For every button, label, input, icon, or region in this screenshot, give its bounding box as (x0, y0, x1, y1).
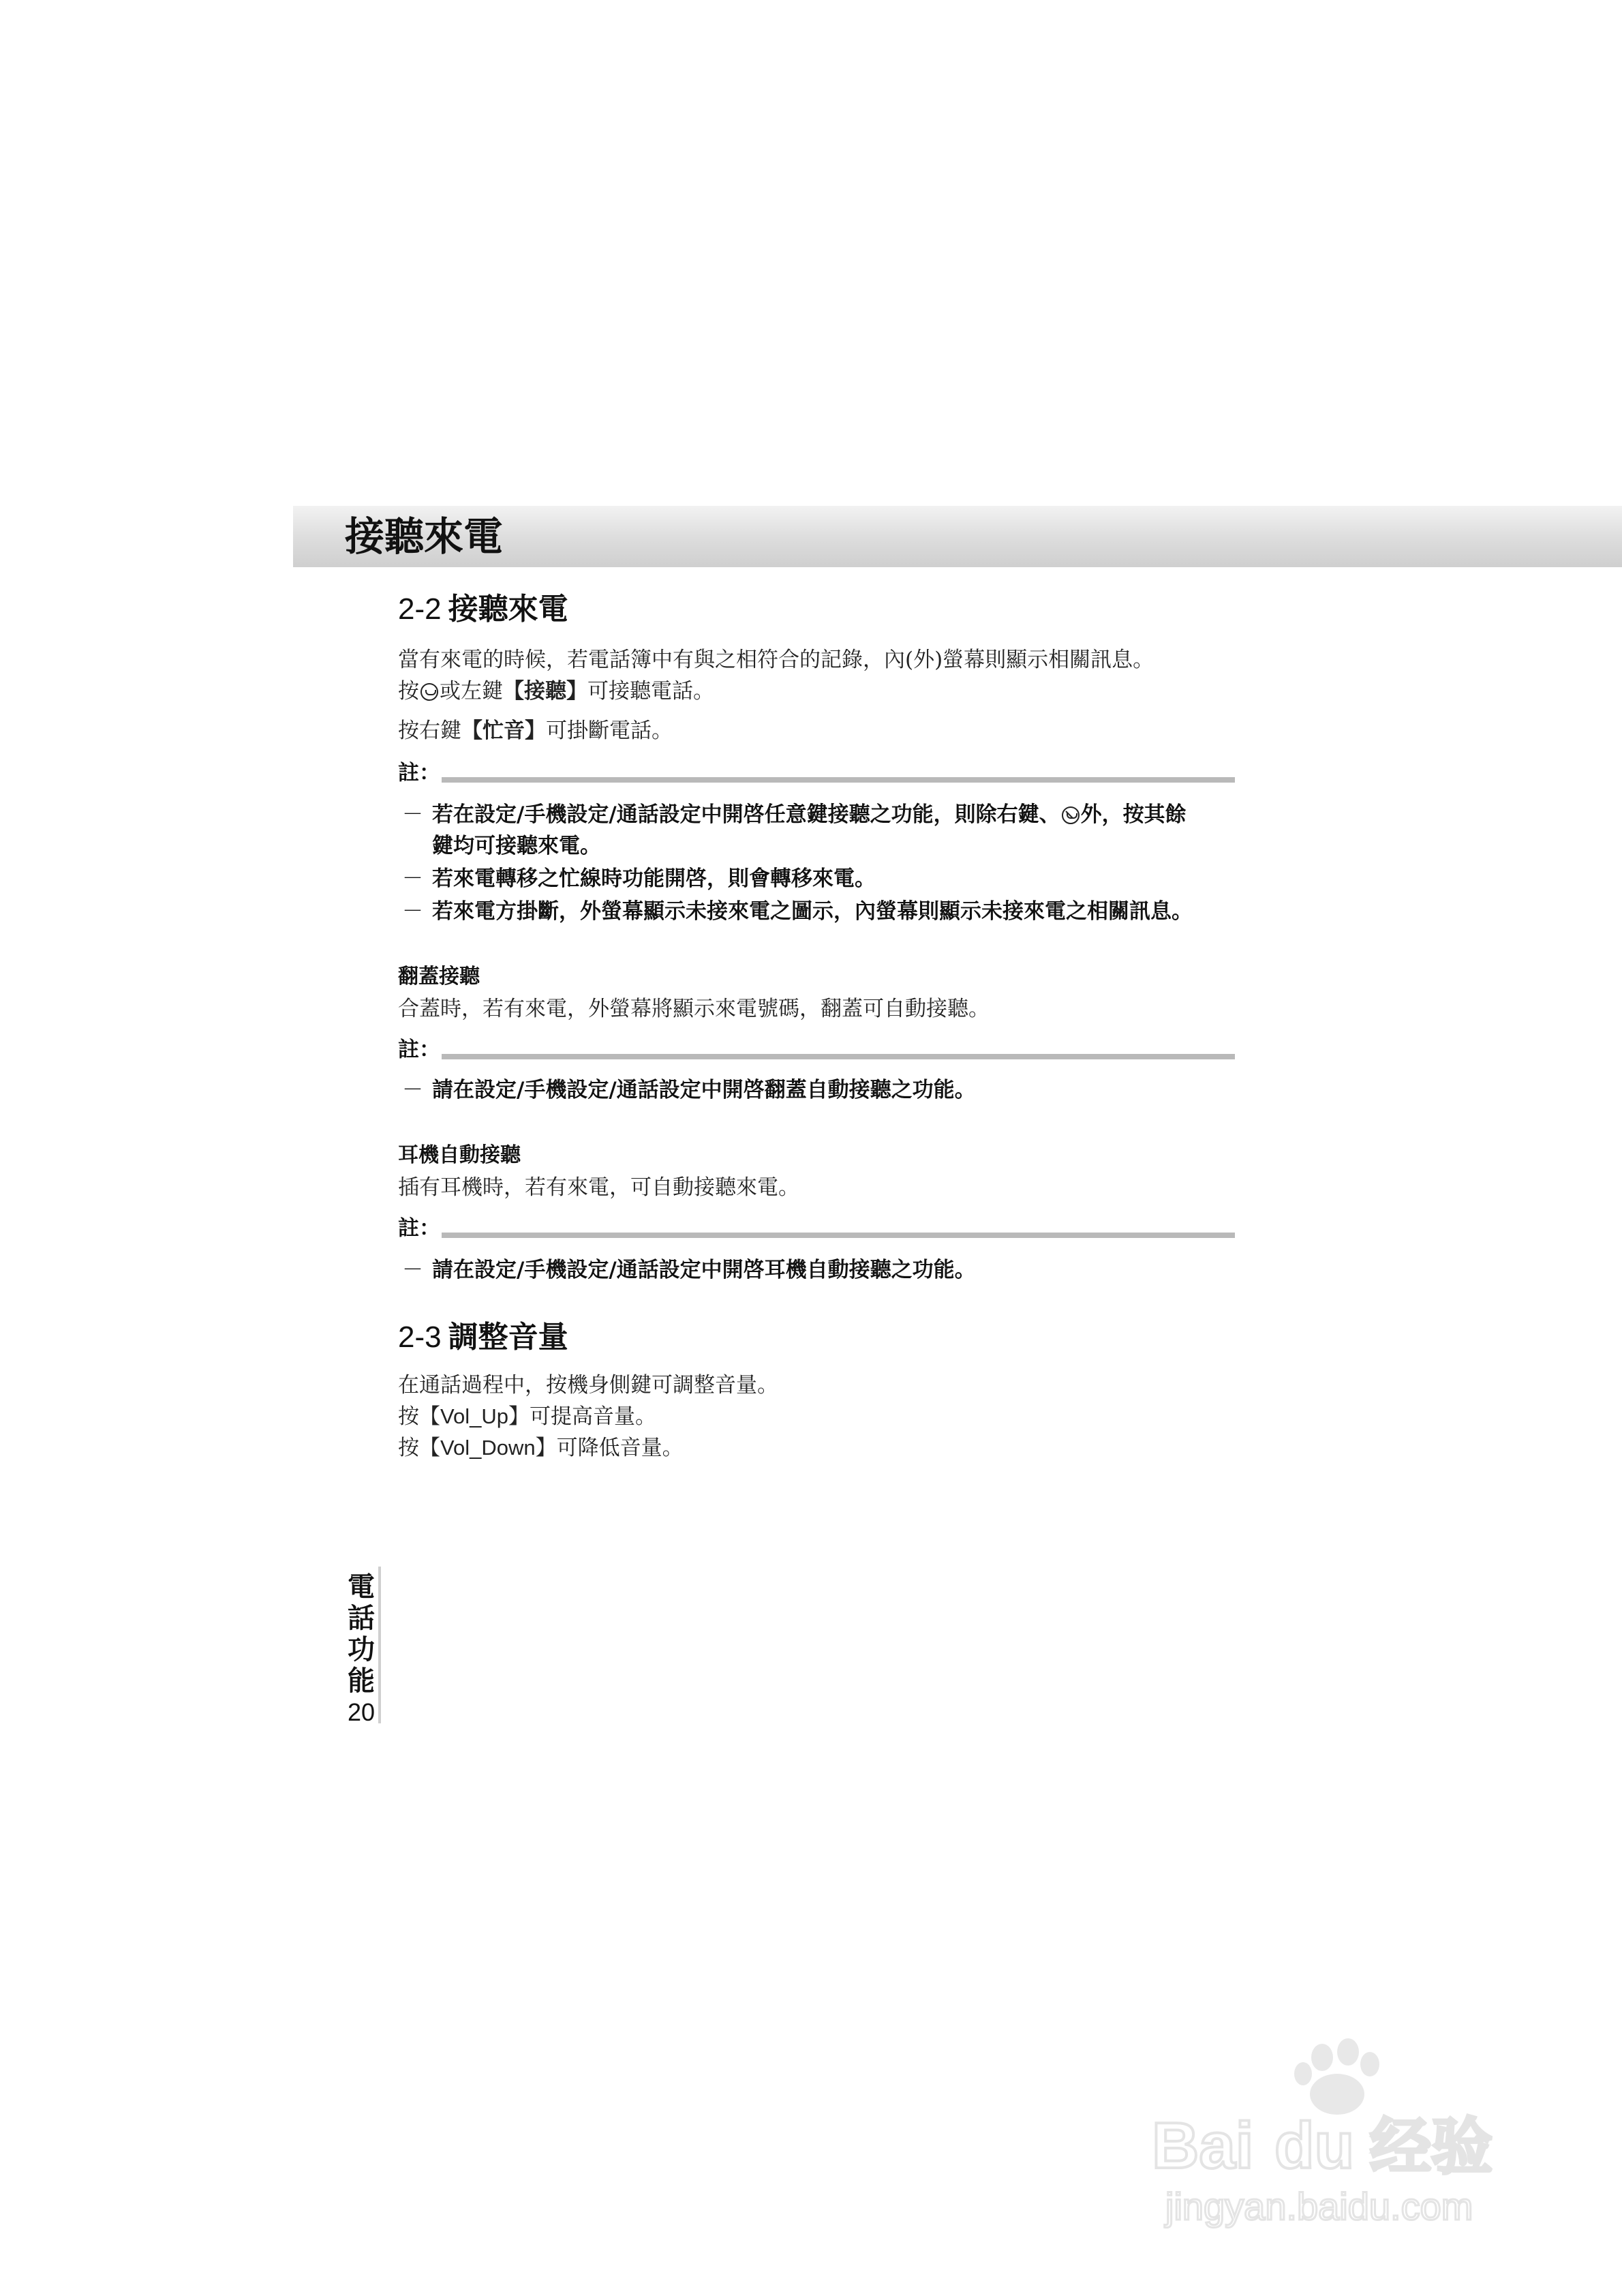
section-name: 接聽來電 (448, 592, 568, 626)
note-text: 請在設定/手機設定/通話設定中開啓耳機自動接聽之功能。 (432, 1258, 976, 1282)
paragraph-earphone: 插有耳機時，若有來電，可自動接聽來電。 (398, 1175, 799, 1200)
paw-icon (1294, 2038, 1379, 2115)
watermark-product: 经验 (1370, 2111, 1493, 2183)
subsection-heading-earphone: 耳機自動接聽 (398, 1143, 521, 1167)
page-number: 20 (347, 1698, 376, 1726)
baidu-watermark (1138, 2031, 1547, 2236)
text-fragment: 或左鍵 (440, 679, 503, 704)
send-key-icon (420, 683, 438, 701)
note-text: 請在設定/手機設定/通話設定中開啓翻蓋自動接聽之功能。 (432, 1078, 976, 1102)
note-text: 外，按其餘 (1080, 802, 1187, 827)
note-item-continuation: 鍵均可接聽來電。 (432, 834, 601, 858)
bullet-dash: － (402, 802, 423, 827)
section-2-2-title (398, 590, 568, 629)
text-fragment: 可接聽電話。 (587, 679, 714, 704)
section-2-3-title (398, 1318, 568, 1357)
end-key-icon (1062, 806, 1080, 824)
note-divider (442, 777, 1235, 783)
note-item (402, 799, 1187, 830)
vol-down-key-label: 【Vol_Down】 (419, 1436, 557, 1460)
subsection-heading-flip: 翻蓋接聽 (398, 965, 480, 988)
chapter-char: 功 (348, 1633, 375, 1665)
section-number: 2-2 (398, 592, 442, 626)
text-fragment: 按 (398, 1436, 419, 1460)
answer-key-label: 【接聽】 (503, 679, 587, 704)
note-text: 若來電方掛斷，外螢幕顯示未接來電之圖示，內螢幕則顯示未接來電之相關訊息。 (432, 899, 1193, 924)
bullet-dash: － (402, 1258, 423, 1282)
note-text: 若來電轉移之忙線時功能開啓，則會轉移來電。 (432, 866, 876, 891)
paragraph-vol-down (398, 1433, 684, 1463)
bullet-dash: － (402, 1078, 423, 1102)
chapter-side-label (341, 1571, 382, 1728)
text-fragment: 按 (398, 1404, 419, 1429)
note-item (402, 863, 876, 894)
section-number: 2-3 (398, 1320, 442, 1354)
chapter-char: 話 (348, 1602, 375, 1634)
note-item (402, 896, 1193, 927)
text-fragment: 可掛斷電話。 (546, 719, 673, 743)
watermark-brand: Bai (1152, 2109, 1254, 2182)
paragraph-flip: 合蓋時，若有來電，外螢幕將顯示來電號碼，翻蓋可自動接聽。 (398, 997, 990, 1021)
paragraph-reject-call (398, 716, 673, 746)
paragraph-incoming-info: 當有來電的時候，若電話簿中有與之相符合的記錄，內(外)螢幕則顯示相關訊息。 (398, 648, 1154, 672)
page-title: 接聽來電 (345, 513, 504, 560)
note-label: 註： (398, 1038, 440, 1062)
watermark-brand-du: du (1274, 2109, 1355, 2182)
chapter-char: 能 (348, 1665, 375, 1697)
note-item (402, 1074, 976, 1106)
note-label: 註： (398, 1216, 440, 1241)
text-fragment: 按右鍵 (398, 719, 461, 743)
note-item (402, 1254, 976, 1286)
chapter-char: 電 (348, 1571, 375, 1603)
section-name: 調整音量 (448, 1320, 568, 1355)
paragraph-answer-call (398, 676, 714, 706)
bullet-dash: － (402, 866, 423, 891)
text-fragment: 按 (398, 679, 419, 704)
note-text: 若在設定/手機設定/通話設定中開啓任意鍵接聽之功能，則除右鍵、 (432, 802, 1060, 827)
vol-up-key-label: 【Vol_Up】 (419, 1404, 530, 1428)
paragraph-volume: 在通話過程中，按機身側鍵可調整音量。 (398, 1373, 778, 1398)
note-divider (442, 1233, 1235, 1238)
watermark-url: jingyan.baidu.com (1165, 2185, 1473, 2228)
note-label: 註： (398, 761, 440, 785)
bullet-dash: － (402, 899, 423, 924)
text-fragment: 可提高音量。 (529, 1404, 656, 1429)
paragraph-vol-up (398, 1402, 656, 1432)
note-divider (442, 1054, 1235, 1059)
text-fragment: 可降低音量。 (556, 1436, 684, 1460)
busy-key-label: 【忙音】 (461, 719, 546, 743)
